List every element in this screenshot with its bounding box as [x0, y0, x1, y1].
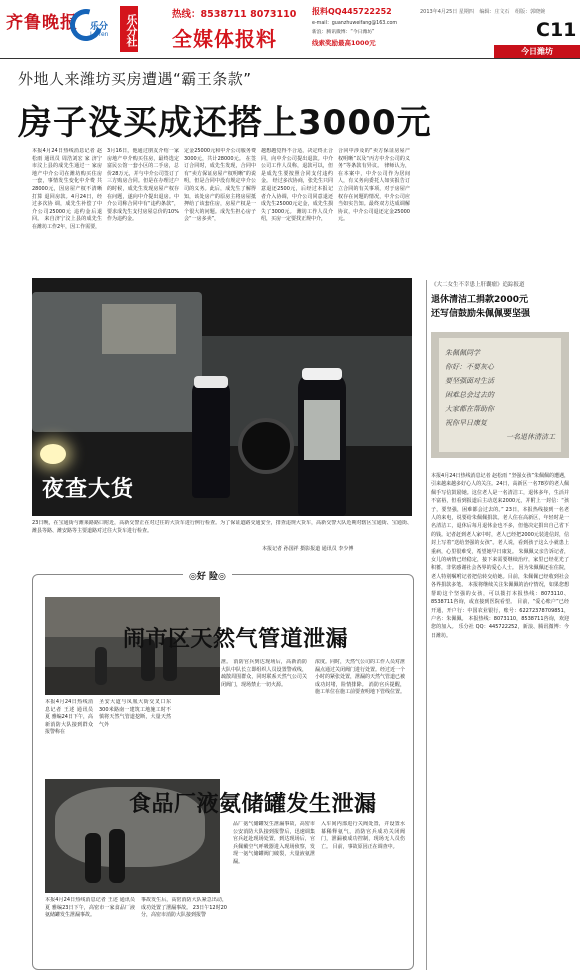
night-photo-caption: 23日晚，在宝通街与潍莱路路口附近，高新交警正在对过往的大货车进行例行检查。为了保证道路交通安全，排查违规大货车，高新交警大队近期对辖区宝通街、宝通街、潍县等路、潍安路等主要道路对过往大货车进行检查。 [32, 520, 412, 534]
sidebar-headline-2: 还写信鼓励朱佩佩要坚强 [431, 309, 531, 319]
issue-editor: 编辑：庄文石 [479, 9, 510, 15]
officer-1-cap-shape [194, 376, 228, 388]
sidebar-series: 《大二女生不幸患上肝囊瘤》追踪报道 [431, 282, 525, 288]
hotline-block [142, 6, 314, 52]
letter-line: 一名退休清洁工 [506, 433, 555, 441]
night-photo-credit: 本报记者 孙国祥 摄影报道 通讯员 李少博 [262, 546, 354, 552]
night-photo-title: 夜查大货 [42, 477, 135, 502]
letter-text [445, 346, 555, 444]
slogan: 全媒体报料 [172, 27, 277, 51]
officer-1-shape [192, 378, 230, 498]
brand-big: 乐分社 [125, 13, 138, 47]
issue-date: 2013年4月25日 星期四 [420, 9, 474, 15]
issue-info [420, 8, 545, 15]
truck-window-shape [102, 304, 176, 354]
masthead [0, 0, 580, 60]
brand-small: 乐分 [90, 22, 109, 32]
letter-line: 你好：不要灰心 [445, 363, 494, 371]
letter-photo [431, 332, 569, 458]
letter-line: 祝你早日康复 [445, 419, 487, 427]
ammonia-worker-shape [109, 829, 125, 883]
night-photo [32, 278, 412, 516]
sidebar-headline-1: 退休清洁工捐款2000元 [431, 295, 529, 305]
hotline-label: 热线： [172, 9, 201, 20]
truck-wheel-shape [238, 418, 294, 474]
letter-line: 朱佩佩同学 [445, 349, 480, 357]
letter-line: 大家都在帮助你 [445, 405, 494, 413]
section-label: 今日潍坊 [521, 47, 553, 56]
good-risk-box [32, 574, 414, 970]
section-tab [494, 45, 580, 58]
good-risk-label: ◎好 险◎ [183, 569, 232, 582]
firefighter-shape [95, 647, 107, 685]
lead-col-4: 越想越觉得不合适，决定终止合同，向中介公司提出退款。中介公司工作人员称，退款可以，但是成先生要按照合同支付违约金。 经过多次协商，张先生只同意退还2500元，后经过本报记者介入协调，中介公司同意退还成先生25000元定金，成先生损失了3000元。 潍坊工作人员介绍，买房一定要找正规中介， [261, 148, 333, 223]
sidebar [426, 280, 574, 970]
gas-leak-col-3: 泄。 消防官兵到达现场后，高新消防大队中队长立即组织人员设置警戒线，疏散周围群众，同时联系天然气公司关闭阀门，现场禁止一切火源。 [221, 659, 307, 688]
page-number: C11 [536, 19, 577, 41]
hotline [142, 6, 314, 20]
email: e-mail：guanzhuweifang@163.com [312, 21, 398, 26]
weibo: 新浪：腾讯微博：“今日潍坊” [312, 30, 375, 35]
brand-logo [68, 7, 118, 47]
brand-vertical [120, 6, 138, 52]
ammonia-worker-shape [85, 833, 101, 883]
ammonia-leak-col-2: 事故发生后，高密消防大队紧急出动，成功处置了泄漏事故。 23日午12时20分，高密市消防大队接到报警 [141, 897, 227, 919]
letter-line: 要坚强面对生活 [445, 377, 494, 385]
gas-leak-col-1: 本报4月24日热线消息记者 王述 通讯员 夏 雅编24日下午，高新消防大队接到群众报警称在 [45, 699, 93, 736]
officer-2-vest-shape [304, 400, 340, 460]
qq: 报料QQ445722252 [312, 7, 392, 16]
lead-headline: 房子没买成还搭上3000元 [18, 103, 432, 143]
brand-latin: Le fen [90, 31, 109, 38]
officer-2-cap-shape [302, 368, 342, 380]
lead-col-3: 定金25000元和中介公司服务费3000元，共计28000元。 在签订合同时，成先生发现，合同中有“卖方保证房屋产权明晰”的说明，但是合同中没有规定中介公司的义务。此后，成先生了解得知，该处房产的原房主将房屋抵押给了该套住房，房屋产权是一个很大的问题。成先生担心房子会“一房多卖”， [184, 148, 256, 223]
letter-line: 困难总会过去的 [445, 391, 494, 399]
lead-col-5: 合同中涉及的“卖方保证房屋产权明晰”以及“丙方中介公司的义务”等条款有异议。 律师认为，在本案中，中介公司作为居间人，有义务向委托人如实报告订立合同的有关事项，对于房屋产权存在问题的情况，中介公司应当如实告知。最终双方达成调解协议，中介公司退还定金25000元。 [338, 148, 410, 223]
masthead-rule [0, 58, 580, 59]
gas-leak-headline: 闹市区天然气管道泄漏 [123, 627, 349, 652]
lead-col-1: 本报4月24日热线消息记者 赵松雨 通讯员 周浩刘宏 家 济宁市汶上县的成先生通过一 家房地产中介公司在潍坊购买住房 一套，事情发生变化中介费 共28000元，因房屋产权不清晰打算 退回房款。4月24日，经过多次协 调，成先生补偿了中介公司25000元 违约金后退回。 来自济宁汶上县的成先生 在潍坊工作2年，因工作需要， [32, 148, 102, 230]
lead-kicker: 外地人来潍坊买房遭遇“霸王条款” [18, 70, 252, 88]
lead-col-2: 3月16日，他通过朋友介绍一家房地产中介购买住房，最终选定富民公馆一套小区的二手房，总价28万元，并与中介公司签订了三方购房合同。但是在办理过户的时候，成先生发现房屋产权存在问题，遂向中介提出退房。中介公司称合同中有“违约条款”，要求成先生支付房屋总价的10%作为违约金。 [107, 148, 179, 223]
gas-leak-ground-shape [45, 667, 220, 695]
ammonia-leak-col-1: 本报4月24日热线消息记者 王述 通讯员 夏 雅编23日下午，高密市一家食品厂液氨储罐发生泄漏事故。 [45, 897, 135, 919]
hotline-number: 8538711 8073110 [200, 9, 297, 20]
sidebar-body: 本报4月24日热线消息记者 赵松雨 “坚强女孩”朱佩佩的遭遇，引来越来越多好心人的关注。24日，高新区一名78岁的老人佩佩手写信鼓励她。这位老人是一名清洁工，退休多年，生活并不富裕，但看到报道后主动送来2000元，并附上一封信：“孩子，要坚强，困难都会过去的。” 23日，本报热线接到一名老人的来电，说要给朱佩佩捐款。老人住在高新区，年轻时是一名清洁工，退休后每月退休金也不多，但他决定捐出自己省下的钱。记者赶到老人家中时，老人已经把2000元装进信封，信封上写着“送给坚强的女孩”。老人说，看到孩子这么小就患上重病，心里很难受，希望她早日康复。 朱佩佩父亲告诉记者，女儿的病情已经稳定，接下来需要继续治疗，家里已经花光了积蓄，非常感谢社会各界的爱心人士。 因为朱佩佩还在住院，老人特别嘱咐记者把信转交给她。目前，朱佩佩已经收到社会各界捐款多笔。 本报将继续关注朱佩佩的治疗情况，如果您想帮助这个坚强的女孩，可以拨打本报热线：8073110、8538711咨询，或直接到医院看望。 目前，“爱心账户”已经开通，开户行：中国农业银行，账号：62272378709851，户名：朱佩佩。 本报热线：8073110，8538711咨询，欢迎您的加入。 乐分社 QQ：445722252，新浪、腾讯微博：今日潍坊。 [431, 473, 569, 639]
reward: 线索奖励最高1000元 [312, 39, 376, 47]
ammonia-leak-col-3: 品厂氨气储罐发生泄漏事故，高密市公安消防大队接到报警后，迅速调集官兵赶赴现场处置，到达现场后，官兵佩戴空气呼吸器进入现场侦察，发现一氨气储罐阀门破裂，大量液氨泄漏。 [233, 821, 315, 865]
gas-leak-col-4: 浓度。同时，天然气公司的工作人员对泄漏点通过关闭阀门进行处置。经过近一个小时的紧张处置，泄漏的天然气管道已被成功封堵，险情排除。 消防官兵提醒，施工单位在施工前要查明地下管线位置。 [315, 659, 405, 696]
headlight-shape [40, 444, 66, 464]
paper-name: 齐鲁晚报 [6, 13, 78, 33]
gas-leak-col-2: 圣安大道与凤凰大街交叉口东300米路南一建筑工地施工时不慎将天然气管道挖断，大量天然气外 [99, 699, 171, 728]
contact-block [312, 6, 416, 54]
ammonia-leak-headline: 食品厂液氨储罐发生泄漏 [129, 792, 377, 817]
issue-designer: 组版：郭晓婉 [515, 9, 546, 15]
ammonia-leak-col-4: 入车间内部进行关阀处置，并设置水幕稀释氨气，消防官兵成功关闭阀门，泄漏被成功控制，现场无人员伤亡。 目前，事故原因正在调查中。 [321, 821, 405, 850]
